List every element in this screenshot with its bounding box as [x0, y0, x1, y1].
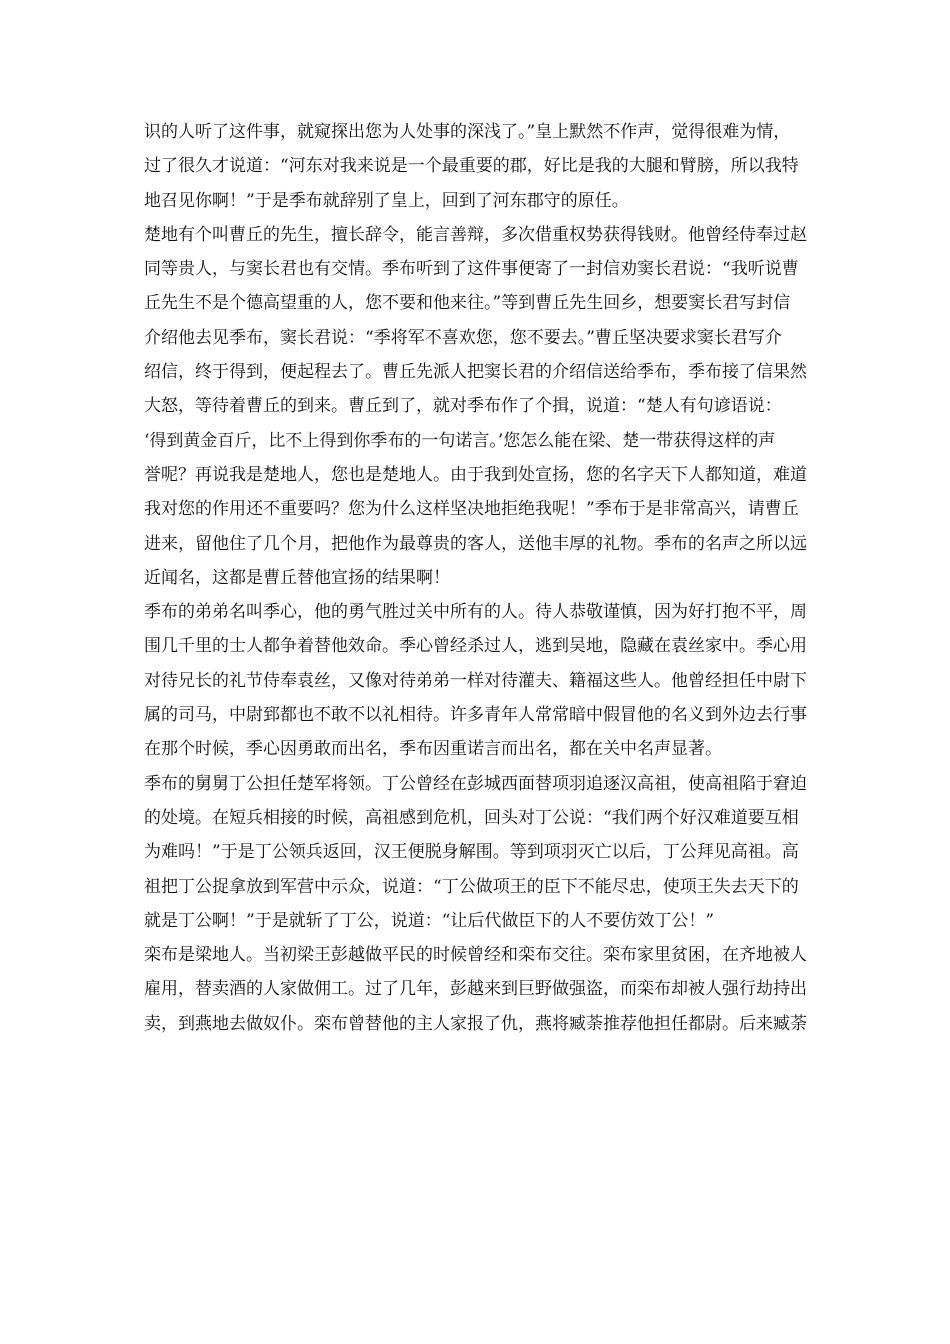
text-line: 同等贵人，与窦长君也有交情。季布听到了这件事便寄了一封信劝窦长君说：“我听说曹	[144, 259, 799, 280]
text-line: 的处境。在短兵相接的时候，高祖感到危机，回头对丁公说：“我们两个好汉难道要互相	[144, 807, 799, 828]
text-line: 近闻名，这都是曹丘替他宣扬的结果啊！	[144, 567, 450, 588]
text-line: 祖把丁公捉拿放到军营中示众，说道：“丁公做项王的臣下不能尽忠，使项王失去天下的	[144, 876, 799, 897]
text-line: 识的人听了这件事，就窥探出您为人处事的深浅了。”皇上默然不作声，觉得很难为情，	[144, 122, 791, 142]
text-line: 大怒，等待着曹丘的到来。曹丘到了，就对季布作了个揖，说道：“楚人有句谚语说：	[144, 396, 782, 417]
text-line: ‘得到黄金百斤，比不上得到你季布的一句诺言。’您怎么能在梁、楚一带获得这样的声	[144, 430, 776, 451]
text-line: 属的司马，中尉郅都也不敢不以礼相待。许多青年人常常暗中假冒他的名义到外边去行事	[144, 705, 807, 726]
text-line: 在那个时候，季心因勇敢而出名，季布因重诺言而出名，都在关中名声显著。	[144, 739, 722, 760]
text-line: 围几千里的士人都争着替他效命。季心曾经杀过人，逃到吴地，隐藏在袁丝家中。季心用	[144, 636, 807, 657]
text-line: 雇用，替卖酒的人家做佣工。过了几年，彭越来到巨野做强盗，而栾布却被人强行劫持出	[144, 979, 807, 1000]
text-line: 卖，到燕地去做奴仆。栾布曾替他的主人家报了仇，燕将臧荼推荐他担任都尉。后来臧荼	[144, 1013, 807, 1034]
text-line: 楚地有个叫曹丘的先生，擅长辞令，能言善辩，多次借重权势获得钱财。他曾经侍奉过赵	[144, 224, 807, 245]
paragraph-2	[144, 218, 812, 595]
text-line: 丘先生不是个德高望重的人，您不要和他来往。”等到曹丘先生回乡，想要窦长君写封信	[144, 293, 791, 314]
text-line: 就是丁公啊！”于是就斩了丁公，说道：“让后代做臣下的人不要仿效丁公！”	[144, 910, 715, 931]
text-line: 地召见你啊！”于是季布就辞别了皇上，回到了河东郡守的原任。	[144, 190, 629, 211]
text-line: 进来，留他住了几个月，把他作为最尊贵的客人，送他丰厚的礼物。季布的名声之所以远	[144, 533, 807, 554]
paragraph-3	[144, 595, 812, 766]
text-line: 季布的弟弟名叫季心，他的勇气胜过关中所有的人。待人恭敬谨慎，因为好打抱不平，周	[144, 602, 807, 623]
text-line: 季布的舅舅丁公担任楚军将领。丁公曾经在彭城西面替项羽追逐汉高祖，使高祖陷于窘迫	[144, 773, 807, 794]
text-line: 过了很久才说道：“河东对我来说是一个最重要的郡，好比是我的大腿和臂膀，所以我特	[144, 156, 799, 177]
document-body	[144, 115, 812, 1041]
text-line: 誉呢？再说我是楚地人，您也是楚地人。由于我到处宣扬，您的名字天下人都知道，难道	[144, 464, 807, 485]
text-line: 介绍他去见季布，窦长君说：“季将军不喜欢您，您不要去。”曹丘坚决要求窦长君写介	[144, 327, 782, 348]
text-line: 为难吗！”于是丁公领兵返回，汉王便脱身解围。等到项羽灭亡以后，丁公拜见高祖。高	[144, 842, 799, 863]
paragraph-4	[144, 767, 812, 938]
text-line: 栾布是梁地人。当初梁王彭越做平民的时候曾经和栾布交往。栾布家里贫困，在齐地被人	[144, 945, 807, 966]
text-line: 绍信，终于得到，便起程去了。曹丘先派人把窦长君的介绍信送给季布，季布接了信果然	[144, 362, 807, 383]
text-line: 我对您的作用还不重要吗？您为什么这样坚决地拒绝我呢！”季布于是非常高兴，请曹丘	[144, 499, 799, 520]
paragraph-5	[144, 938, 812, 1041]
paragraph-1	[144, 115, 812, 218]
text-line: 对待兄长的礼节侍奉袁丝，又像对待弟弟一样对待灌夫、籍福这些人。他曾经担任中尉下	[144, 670, 807, 691]
